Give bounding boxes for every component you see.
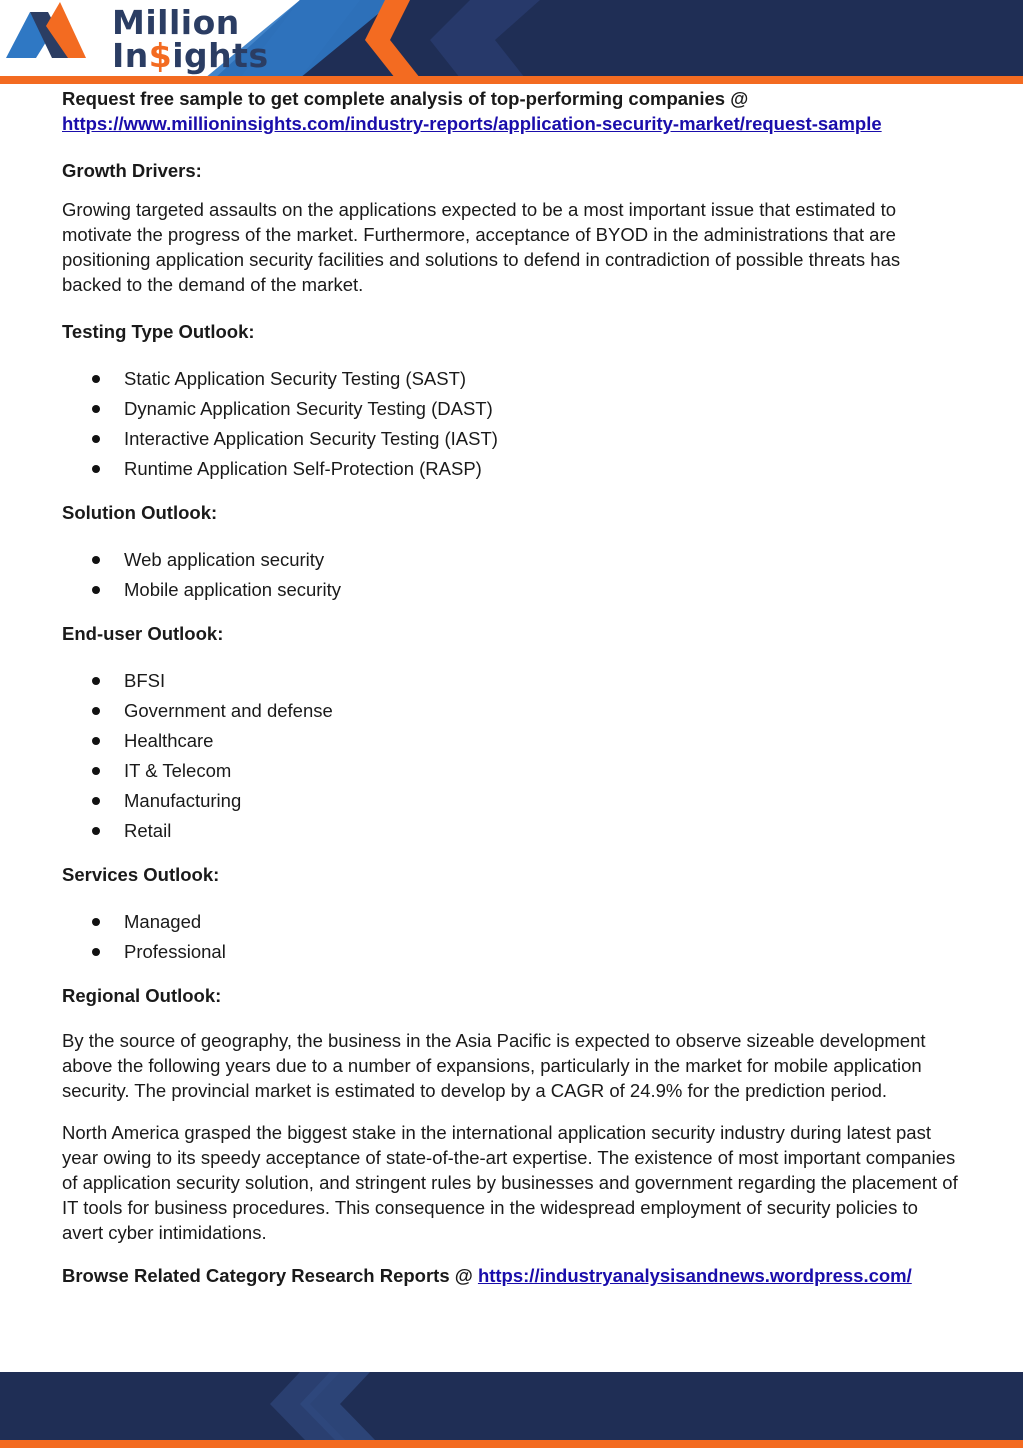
list-item: Interactive Application Security Testing (IAST) xyxy=(62,424,962,454)
request-sample-text: Request free sample to get complete analysis of top-performing companies @ xyxy=(62,88,749,109)
end-user-heading: End-user Outlook: xyxy=(62,623,224,644)
list-item: Retail xyxy=(62,816,962,846)
growth-drivers-paragraph: Growing targeted assaults on the applications expected to be a most important issue that estimated to motivate the progress of the market. Furthermore, acceptance of BYOD in the administrations that are positioning application security facilities and solutions to defend in contradiction of possible threats has backed to the demand of the market. xyxy=(62,199,901,295)
list-item: Government and defense xyxy=(62,696,962,726)
footer-decoration xyxy=(0,1372,1023,1448)
logo-line-2-start: In xyxy=(112,36,149,75)
logo-icon xyxy=(0,0,92,66)
logo-line-2-end: ights xyxy=(172,36,269,75)
list-item: Healthcare xyxy=(62,726,962,756)
regional-paragraph-1: By the source of geography, the business in the Asia Pacific is expected to observe sizeable development above the following years due to a number of expansions, particularly in the market for mobile application security. The provincial market is estimated to develop by a CAGR of 24.9% for the prediction period. xyxy=(62,1030,926,1101)
document-body xyxy=(62,86,962,1288)
browse-related-text: Browse Related Category Research Reports @ xyxy=(62,1265,473,1286)
logo-line-1: Million xyxy=(112,3,240,42)
regional-paragraph-2: North America grasped the biggest stake in the international application security industry during latest past year owing to its speedy acceptance of state-of-the-art expertise. The existence of most important companies of application security solution, and stringent rules by businesses and government regarding the placement of IT tools for business procedures. This consequence in the widespread employment of security policies to avert cyber intimidations. xyxy=(62,1122,958,1243)
logo-dollar: $ xyxy=(148,36,173,75)
list-item: Managed xyxy=(62,907,962,937)
services-list xyxy=(62,907,962,967)
list-item: Web application security xyxy=(62,545,962,575)
logo-line-2 xyxy=(112,36,269,75)
regional-heading: Regional Outlook: xyxy=(62,985,222,1006)
logo-wordmark xyxy=(112,3,269,75)
list-item: Manufacturing xyxy=(62,786,962,816)
list-item: BFSI xyxy=(62,666,962,696)
testing-type-heading: Testing Type Outlook: xyxy=(62,321,255,342)
solution-heading: Solution Outlook: xyxy=(62,502,218,523)
testing-type-list xyxy=(62,364,962,484)
end-user-list xyxy=(62,666,962,846)
footer-banner xyxy=(0,1372,1023,1448)
list-item: Professional xyxy=(62,937,962,967)
header-banner xyxy=(0,0,1023,84)
list-item: Mobile application security xyxy=(62,575,962,605)
browse-related-line xyxy=(62,1263,962,1288)
solution-list xyxy=(62,545,962,605)
request-sample-line xyxy=(62,86,962,136)
growth-drivers-heading: Growth Drivers: xyxy=(62,160,202,181)
list-item: IT & Telecom xyxy=(62,756,962,786)
list-item: Dynamic Application Security Testing (DAST) xyxy=(62,394,962,424)
list-item: Static Application Security Testing (SAST) xyxy=(62,364,962,394)
browse-related-link[interactable]: https://industryanalysisandnews.wordpress.com/ xyxy=(477,1265,912,1286)
services-heading: Services Outlook: xyxy=(62,864,220,885)
list-item: Runtime Application Self-Protection (RASP) xyxy=(62,454,962,484)
request-sample-link[interactable]: https://www.millioninsights.com/industry-reports/application-security-market/request-sample xyxy=(62,113,882,134)
